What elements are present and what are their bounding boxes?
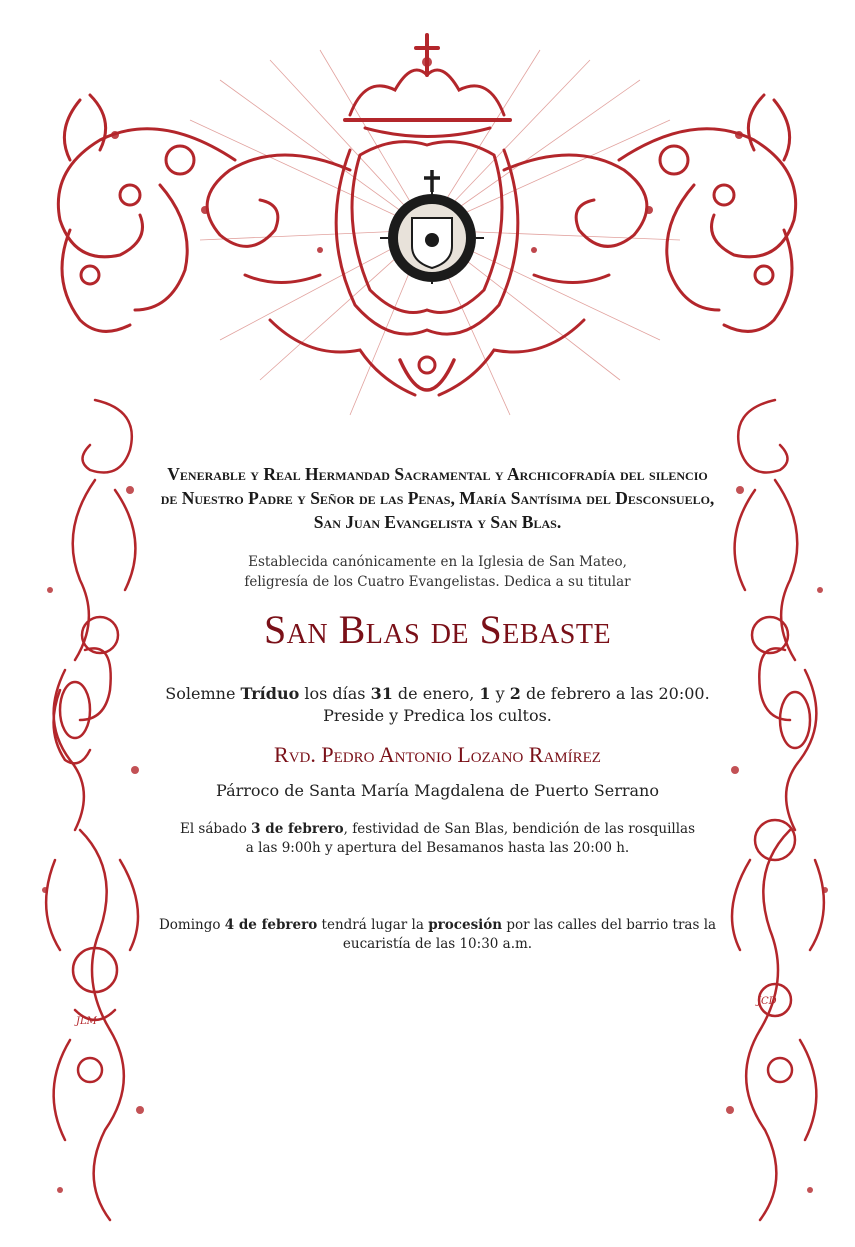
preacher-parish: Párroco de Santa María Magdalena de Puerto Serrano <box>216 781 659 800</box>
sunday-line-2: eucaristía de las 10:30 a.m. <box>342 936 533 952</box>
brotherhood-line-1: Venerable y Real Hermandad Sacramental y Archicofradía del silencio <box>167 464 708 484</box>
sunday-date: 4 de febrero <box>224 917 318 933</box>
left-baroque-border <box>20 390 170 1230</box>
triduo-day: 1 <box>479 684 491 703</box>
left-monogram: JLM <box>76 1016 97 1027</box>
triduo-line-2: Preside y Predica los cultos. <box>323 706 552 725</box>
triduo-day: 2 <box>509 684 521 703</box>
sunday-text: tendrá lugar la <box>317 917 429 933</box>
establishment-note <box>150 552 725 592</box>
sunday-line-1 <box>150 916 725 935</box>
triduo-text: los días <box>299 684 371 703</box>
sunday-keyword: procesión <box>428 917 503 933</box>
saturday-line-2: a las 9:00h y apertura del Besamanos hasta las 20:00 h. <box>245 840 630 856</box>
triduo-keyword: Tríduo <box>240 684 300 703</box>
brotherhood-name <box>150 462 725 534</box>
triduo-text: Solemne <box>165 684 241 703</box>
saint-title: San Blas de Sebaste <box>263 607 612 652</box>
triduo-text: de enero, <box>392 684 480 703</box>
triduo-day: 31 <box>370 684 393 703</box>
sunday-text: Domingo <box>158 917 225 933</box>
saturday-notice <box>150 820 725 858</box>
sunday-text: por las calles del barrio tras la <box>502 917 717 933</box>
triduo-line-1 <box>150 683 725 705</box>
establishment-line-2: feligresía de los Cuatro Evangelistas. Dedica a su titular <box>244 574 631 590</box>
saturday-date: 3 de febrero <box>251 821 344 837</box>
triduo-text: y <box>490 684 510 703</box>
brotherhood-line-2: de Nuestro Padre y Señor de las Penas, María Santísima del Desconsuelo, <box>160 488 715 508</box>
sunday-notice <box>150 916 725 954</box>
brotherhood-crest-icon <box>376 168 488 284</box>
preacher-name: Rvd. Pedro Antonio Lozano Ramírez <box>274 742 601 767</box>
saturday-line-1 <box>150 820 725 839</box>
saturday-text: El sábado <box>179 821 252 837</box>
triduo-text: de febrero a las 20:00. <box>520 684 710 703</box>
establishment-line-1: Establecida canónicamente en la Iglesia de San Mateo, <box>248 554 627 570</box>
brotherhood-line-3: San Juan Evangelista y San Blas. <box>313 512 562 532</box>
triduo-announcement <box>150 683 725 727</box>
saturday-text: , festividad de San Blas, bendición de las rosquillas <box>343 821 696 837</box>
right-monogram: JCD <box>757 996 777 1007</box>
